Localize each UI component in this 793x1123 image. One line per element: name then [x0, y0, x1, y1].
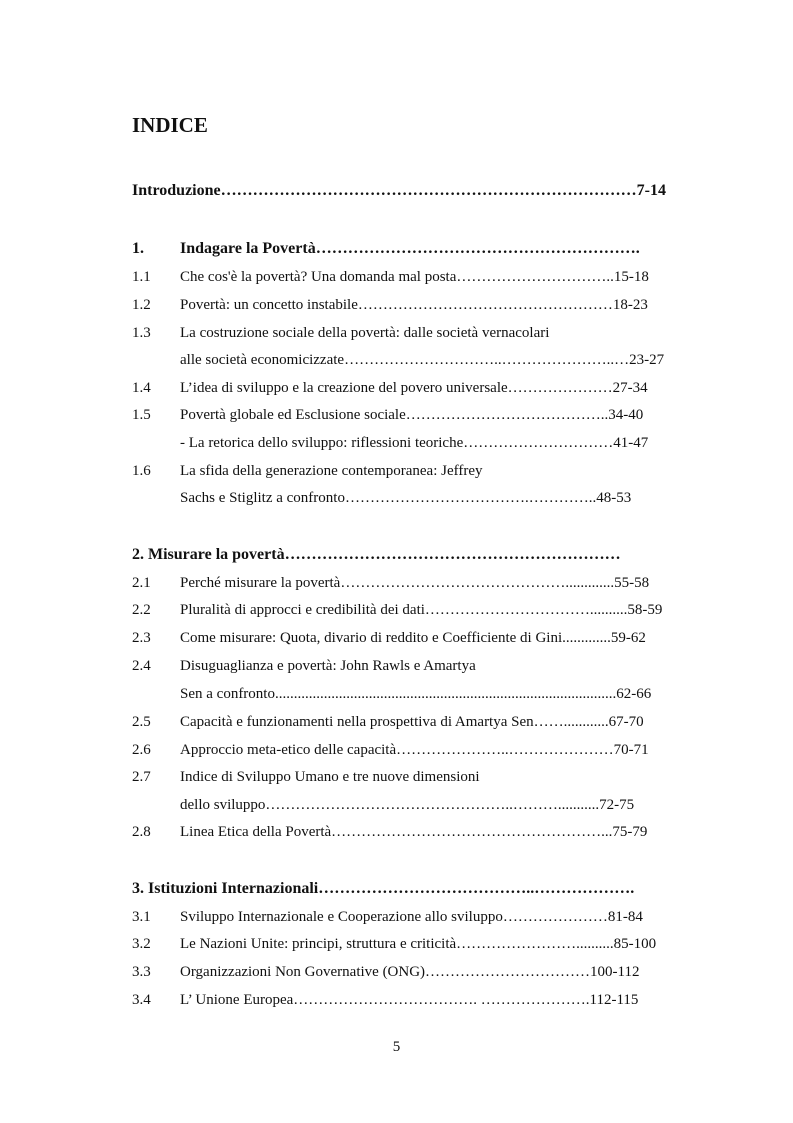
- toc-entry-number: 2.2: [132, 602, 151, 618]
- toc-entry-text: Sviluppo Internazionale e Cooperazione allo sviluppo…………………81-84: [180, 909, 643, 925]
- toc-entry-number: 2.4: [132, 658, 151, 674]
- toc-entry-number: 2.3: [132, 630, 151, 646]
- toc-entry-text: alle società economicizzate…………………………..…………………..…23-27: [180, 352, 665, 368]
- toc-entry-text: 2. Misurare la povertà………………………………………………………: [132, 546, 621, 563]
- toc-entry-number: 3.4: [132, 992, 151, 1008]
- toc-entry-text: L’ Unione Europea………………………………. ………………….112-115: [180, 992, 639, 1008]
- toc-entry-text: Introduzione……………………………………………………………………7-14: [132, 182, 666, 199]
- toc-entry-text: 3. Istituzioni Internazionali…………………………………..……………….: [132, 880, 635, 897]
- toc-entry-text: Indice di Sviluppo Umano e tre nuove dimensioni: [180, 769, 480, 785]
- toc-entry-text: Sachs e Stiglitz a confronto……………………………….…………..48-53: [180, 490, 632, 506]
- toc-entry-text: Linea Etica della Povertà………………………………………………...75-79: [180, 824, 648, 840]
- toc-entry-text: La costruzione sociale della povertà: dalle società vernacolari: [180, 325, 550, 341]
- toc-entry-text: Povertà globale ed Esclusione sociale…………………………………..34-40: [180, 407, 644, 423]
- toc-entry-text: La sfida della generazione contemporanea: Jeffrey: [180, 463, 483, 479]
- toc-entry-number: 1.2: [132, 297, 151, 313]
- toc-entry-number: 2.7: [132, 769, 151, 785]
- toc-entry-number: 3.3: [132, 964, 151, 980]
- toc-entry-text: dello sviluppo…………………………………………..………...........72-75: [180, 797, 635, 813]
- toc-entry-text: Disuguaglianza e povertà: John Rawls e Amartya: [180, 658, 476, 674]
- toc-entry-number: 1.: [132, 240, 144, 257]
- toc-entry-text: Organizzazioni Non Governative (ONG)……………………………100-112: [180, 964, 640, 980]
- toc-entry-text: Perché misurare la povertà……………………………………….............55-58: [180, 575, 650, 591]
- toc-entry-number: 1.1: [132, 269, 151, 285]
- toc-entry-text: Le Nazioni Unite: principi, struttura e criticità……………………..........85-100: [180, 936, 657, 952]
- toc-entry-number: 1.5: [132, 407, 151, 423]
- toc-entry-text: Che cos'è la povertà? Una domanda mal posta…………………………..15-18: [180, 269, 649, 285]
- toc-entry-number: 1.4: [132, 380, 151, 396]
- toc-entry-text: - La retorica dello sviluppo: riflessioni teoriche…………………………41-47: [180, 435, 649, 451]
- toc-entry-text: L’idea di sviluppo e la creazione del povero universale…………………27-34: [180, 380, 648, 396]
- toc-entry-number: 1.6: [132, 463, 151, 479]
- toc-entry-text: Capacità e funzionamenti nella prospettiva di Amartya Sen……............67-70: [180, 714, 644, 730]
- toc-entry-number: 1.3: [132, 325, 151, 341]
- toc-entry-number: 2.1: [132, 575, 151, 591]
- toc-entry-text: Sen a confronto...........................................................................................62-66: [180, 686, 652, 702]
- page-title: INDICE: [132, 113, 208, 137]
- toc-entry-number: 3.1: [132, 909, 151, 925]
- toc-entry-text: Indagare la Povertà…………………………………………………….: [180, 240, 640, 257]
- toc-entry-text: Approccio meta-etico delle capacità…………………..…………………70-71: [180, 742, 649, 758]
- toc-entry-number: 2.6: [132, 742, 151, 758]
- toc-entry-number: 3.2: [132, 936, 151, 952]
- toc-entry-text: Pluralità di approcci e credibilità dei dati……………………………..........58-59: [180, 602, 663, 618]
- toc-entry-number: 2.5: [132, 714, 151, 730]
- toc-entry-text: Come misurare: Quota, divario di reddito e Coefficiente di Gini.............59-62: [180, 630, 646, 646]
- page-number: 5: [392, 1039, 401, 1055]
- toc-entry-text: Povertà: un concetto instabile……………………………………………18-23: [180, 297, 648, 313]
- toc-entry-number: 2.8: [132, 824, 151, 840]
